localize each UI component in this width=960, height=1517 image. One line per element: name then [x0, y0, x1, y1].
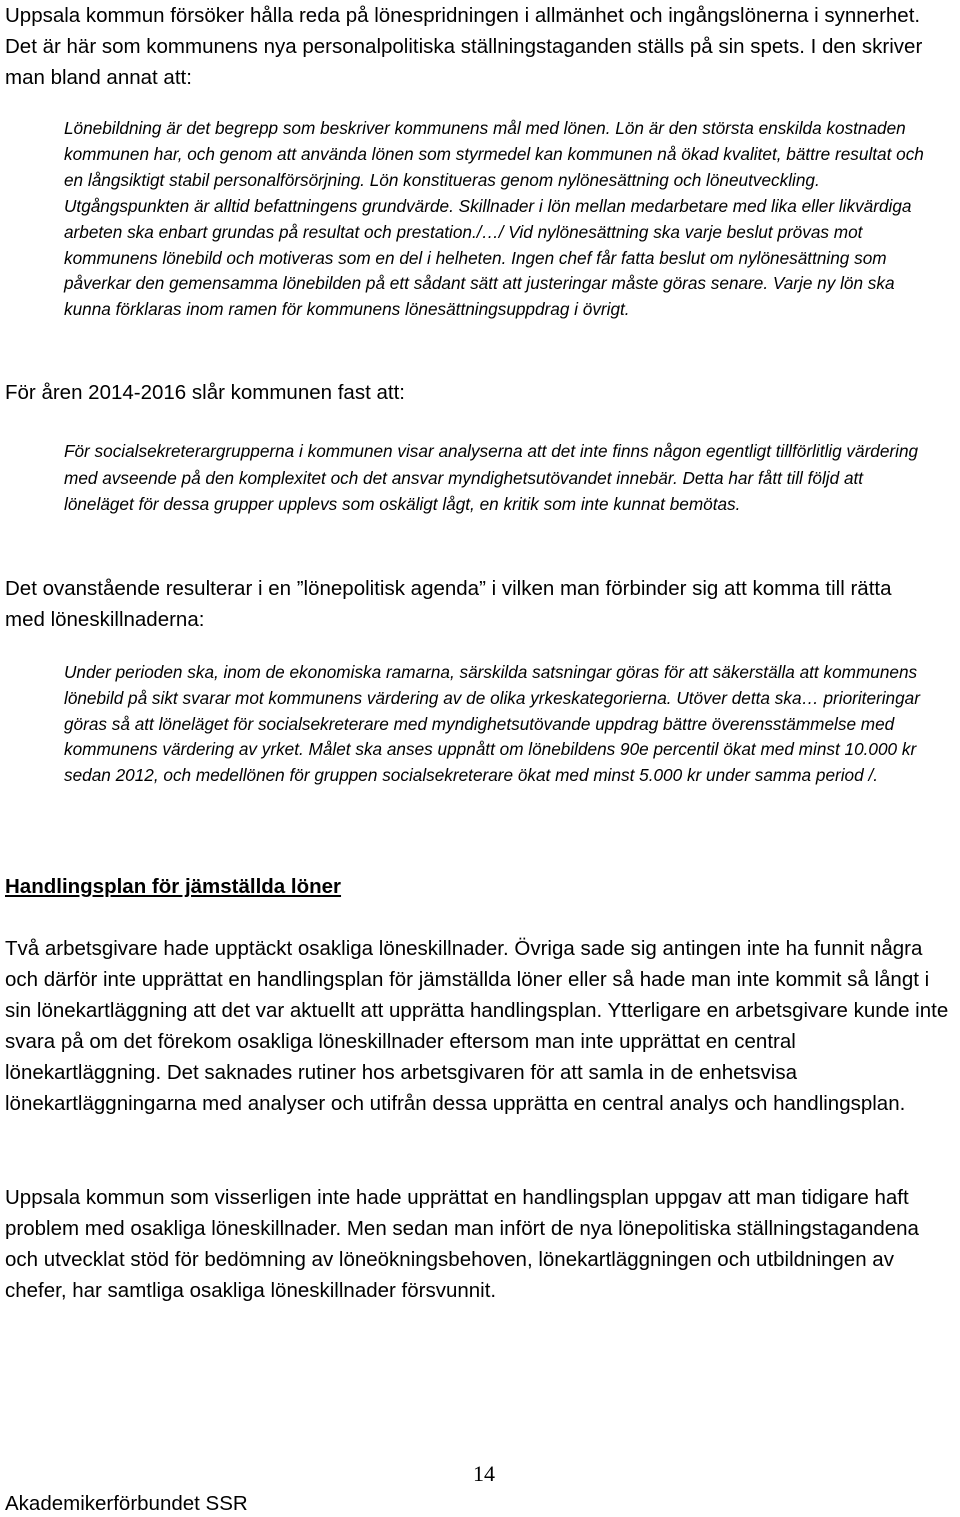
section-heading: Handlingsplan för jämställda löner [5, 875, 342, 898]
lead-lonepolitisk-agenda: Det ovanstående resulterar i en ”lönepolitisk agenda” i vilken man förbinder sig att komma till rätta med löneskillnaderna: [5, 577, 892, 631]
quote-socialsekreterare: För socialsekreterargrupperna i kommunen visar analyserna att det inte finns någon egentligt tillförlitlig värdering med avseende på den komplexitet och det ansvar myndighetsutövandet innebär. Detta har fått till följd att löneläget för dessa grupper upplevs som oskäligt lågt, en kritik som inte kunnat bemötas. [64, 441, 919, 514]
body-paragraph-2: Uppsala kommun som visserligen inte hade upprättat en handlingsplan uppgav att man tidigare haft problem med osakliga löneskillnader. Men sedan man infört de nya lönepolitiska ställningstagandena och utvecklat stöd för bedömning av löneökningsbehoven, lönekartläggningen och utbildningen av chefer, har samtliga osakliga löneskillnader försvunnit. [5, 1186, 919, 1302]
page-number: 14 [473, 1461, 495, 1486]
footer-organization: Akademikerförbundet SSR [5, 1492, 248, 1515]
quote-lonebildning: Lönebildning är det begrepp som beskriver kommunens mål med lönen. Lön är den största enskilda kostnaden kommunen har, och genom att använda lönen som styrmedel kan kommunen nå ökad kvalitet, bättre resultat och en långsiktigt stabil personalförsörjning. Lön konstitueras genom nylönesättning och löneutveckling. Utgångspunkten är alltid befattningens grundvärde. Skillnader i lön mellan medarbetare med lika eller likvärdiga arbeten ska enbart grundas på resultat och prestation./…/ Vid nylönesättning ska varje beslut prövas mot kommunens lönebild och motiveras som en del i helheten. Ingen chef får fatta beslut om nylönesättning som påverkar den gemensamma lönebilden på ett sådant sätt att justeringar måste göras senare. Varje ny lön ska kunna förklaras inom ramen för kommunens lönesättningsuppdrag i övrigt. [64, 118, 924, 320]
lead-2014-2016: För åren 2014-2016 slår kommunen fast att: [5, 381, 405, 404]
intro-paragraph: Uppsala kommun försöker hålla reda på lönespridningen i allmänhet och ingångslönerna i synnerhet. Det är här som kommunens nya personalpolitiska ställningstaganden ställs på sin spets. I den skriver man bland annat att: [5, 4, 923, 89]
body-paragraph-1: Två arbetsgivare hade upptäckt osakliga löneskillnader. Övriga sade sig antingen inte ha funnit några och därför inte upprättat en handlingsplan för jämställda löner eller så hade man inte kommit så långt i sin lönekartläggning att det var aktuellt att upprätta handlingsplan. Ytterligare en arbetsgivare kunde inte svara på om det förekom osakliga löneskillnader eftersom man inte upprättat en central lönekartläggning. Det saknades rutiner hos arbetsgivaren för att samla in de enhetsvisa lönekartläggningarna med analyser och utifrån dessa upprätta en central analys och handlingsplan. [5, 937, 949, 1115]
quote-under-perioden: Under perioden ska, inom de ekonomiska ramarna, särskilda satsningar göras för att säkerställa att kommunens lönebild på sikt svarar mot kommunens värdering av de olika yrkeskategorierna. Utöver detta ska… prioriteringar göras så att löneläget för socialsekreterare med myndighetsutövande uppdrag bättre överensstämmelse med kommunens värdering av yrket. Målet ska anses uppnått om lönebildens 90e percentil ökat med minst 10.000 kr sedan 2012, och medellönen för gruppen socialsekreterare ökat med minst 5.000 kr under samma period /. [64, 662, 920, 786]
